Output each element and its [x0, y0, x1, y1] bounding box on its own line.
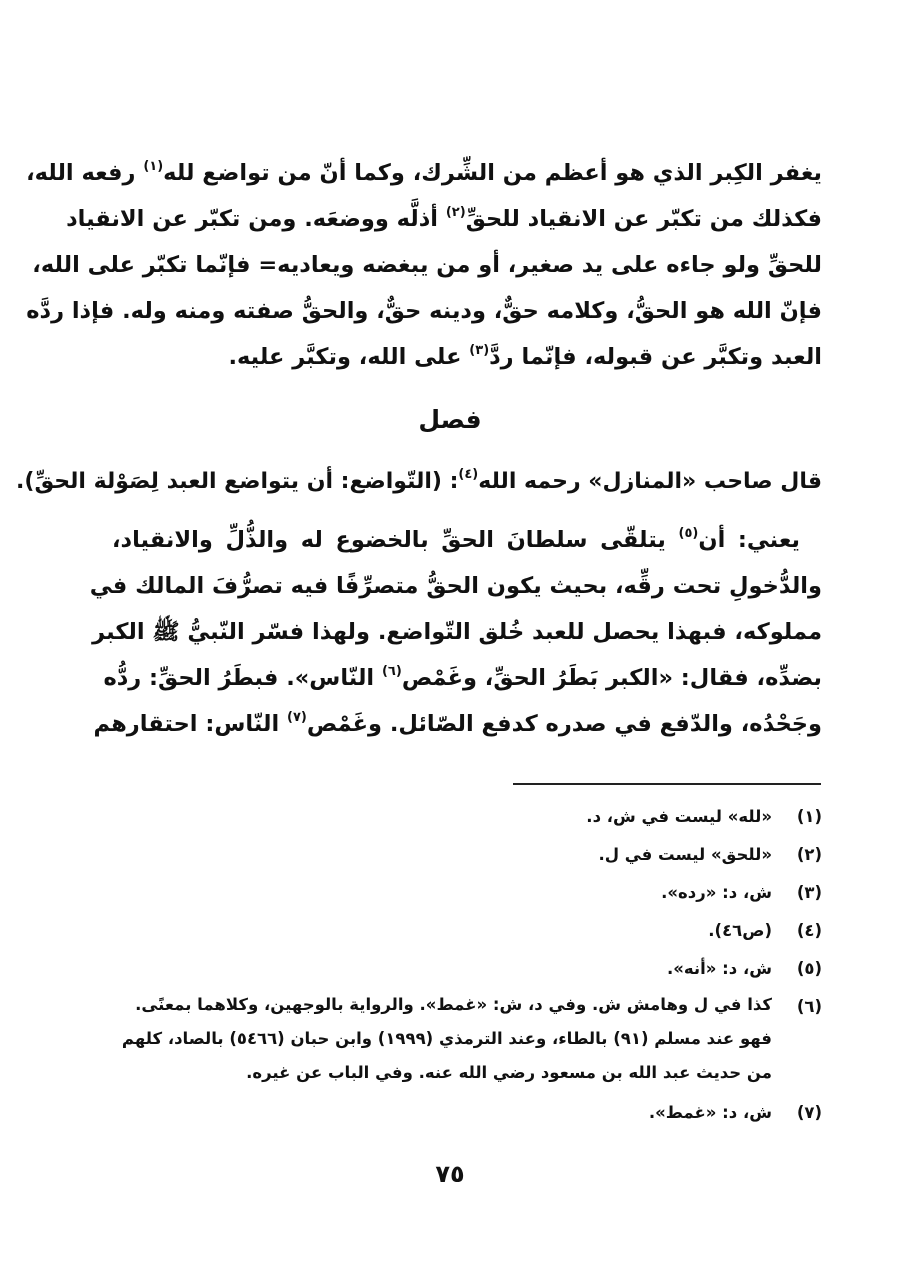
- footnote-divider: [513, 783, 821, 785]
- footnote-number: (٧): [796, 1103, 822, 1122]
- paragraph-1-line-5: العبد وتكبَّر عن قبوله، فإنّما ردَّ$^{(٣)}$ على الله، وتكبَّر عليه.: [228, 343, 822, 370]
- footnote-text: ش، د: «رده».: [661, 883, 772, 902]
- footnote-marker-6: (٦): [381, 664, 402, 679]
- footnote-marker-2: (٢): [445, 205, 466, 220]
- page-number: ٧٥: [435, 1160, 465, 1188]
- paragraph-2-line-3: مملوكه، فبهذا يحصل للعبد خُلق التّواضع. ولهذا فسّر النّبيُّ ﷺ الكبر: [92, 619, 822, 645]
- footnote-text: «للحق» ليست في ل.: [598, 845, 772, 864]
- footnote-3: [112, 874, 822, 912]
- author-quote: قال صاحب «المنازل» رحمه الله$^{(٤)}$: (التّواضع: أن يتواضع العبد لِصَوْلة الحقِّ).: [16, 467, 822, 494]
- footnote-5: [112, 950, 822, 988]
- paragraph-1-line-4: فإنّ الله هو الحقُّ، وكلامه حقٌّ، ودينه حقٌّ، والحقُّ صفته ومنه وله. فإذا ردَّه: [26, 298, 822, 324]
- footnote-6: [112, 988, 822, 1090]
- footnote-text: ش، د: «غمط».: [648, 1103, 772, 1122]
- footnote-text: «لله» ليست في ش، د.: [586, 807, 772, 826]
- footnote-1: [112, 798, 822, 836]
- footnote-number: (٥): [796, 959, 822, 978]
- paragraph-1-line-1: يغفر الكِبر الذي هو أعظم من الشِّرك، وكما أنّ من تواضع لله$^{(١)}$ رفعه الله،: [26, 159, 822, 186]
- footnote-marker-4: (٤): [458, 467, 479, 482]
- footnote-marker-5: (٥): [678, 526, 699, 541]
- footnote-number: (١): [796, 807, 822, 826]
- footnote-text: كذا في ل وهامش ش. وفي د، ش: «غمط». والرواية بالوجهين، وكلاهما بمعنًى. فهو عند مسلم (٩١) بالطاء، وعند الترمذي (١٩٩٩) وابن حبان (٥٤٦٦) بالصاد، كلهم من حديث عبد الله بن مسعود رضي الله عنه. وفي الباب عن غيره.: [121, 995, 772, 1082]
- paragraph-2-line-2: والدُّخولِ تحت رقِّه، بحيث يكون الحقُّ متصرِّفًا فيه تصرُّفَ المالك في: [89, 573, 822, 599]
- footnote-marker-1: (١): [143, 159, 164, 174]
- footnote-number: (٢): [796, 845, 822, 864]
- footnote-7: [112, 1094, 822, 1132]
- footnote-4: [112, 912, 822, 950]
- footnote-number: (٤): [796, 921, 822, 940]
- footnote-text: (ص٤٦).: [708, 921, 772, 940]
- paragraph-1: [26, 150, 822, 380]
- paragraph-1-line-3: للحقِّ ولو جاءه على يد صغير، أو من يبغضه ويعاديه= فإنّما تكبّر على الله،: [32, 252, 822, 278]
- footnote-number: (٣): [796, 883, 822, 902]
- paragraph-2-line-5: وجَحْدُه، والدّفع في صدره كدفع الصّائل. وغَمْص$^{(٧)}$ النّاس: احتقارهم: [93, 710, 822, 737]
- footnote-2: [112, 836, 822, 874]
- footnotes: [112, 798, 822, 1132]
- paragraph-2-line-1: يعني: أن$^{(٥)}$ يتلقّى سلطانَ الحقِّ بالخضوع له والذُّلِّ والانقياد،: [112, 526, 800, 553]
- footnote-marker-3: (٣): [469, 343, 490, 358]
- paragraph-2-line-4: بضدِّه، فقال: «الكبر بَطَرُ الحقِّ، وغَمْص$^{(٦)}$ النّاس». فبطَرُ الحقِّ: ردُّه: [103, 664, 822, 691]
- footnote-text: ش، د: «أنه».: [666, 959, 772, 978]
- footnote-marker-7: (٧): [287, 710, 307, 725]
- paragraph-1-line-2: فكذلك من تكبّر عن الانقياد للحقِّ$^{(٢)}$ أذلَّه ووضعَه. ومن تكبّر عن الانقياد: [66, 205, 822, 232]
- paragraph-2: [89, 517, 822, 747]
- footnote-number: (٦): [796, 997, 822, 1016]
- section-heading: فصل: [418, 405, 482, 434]
